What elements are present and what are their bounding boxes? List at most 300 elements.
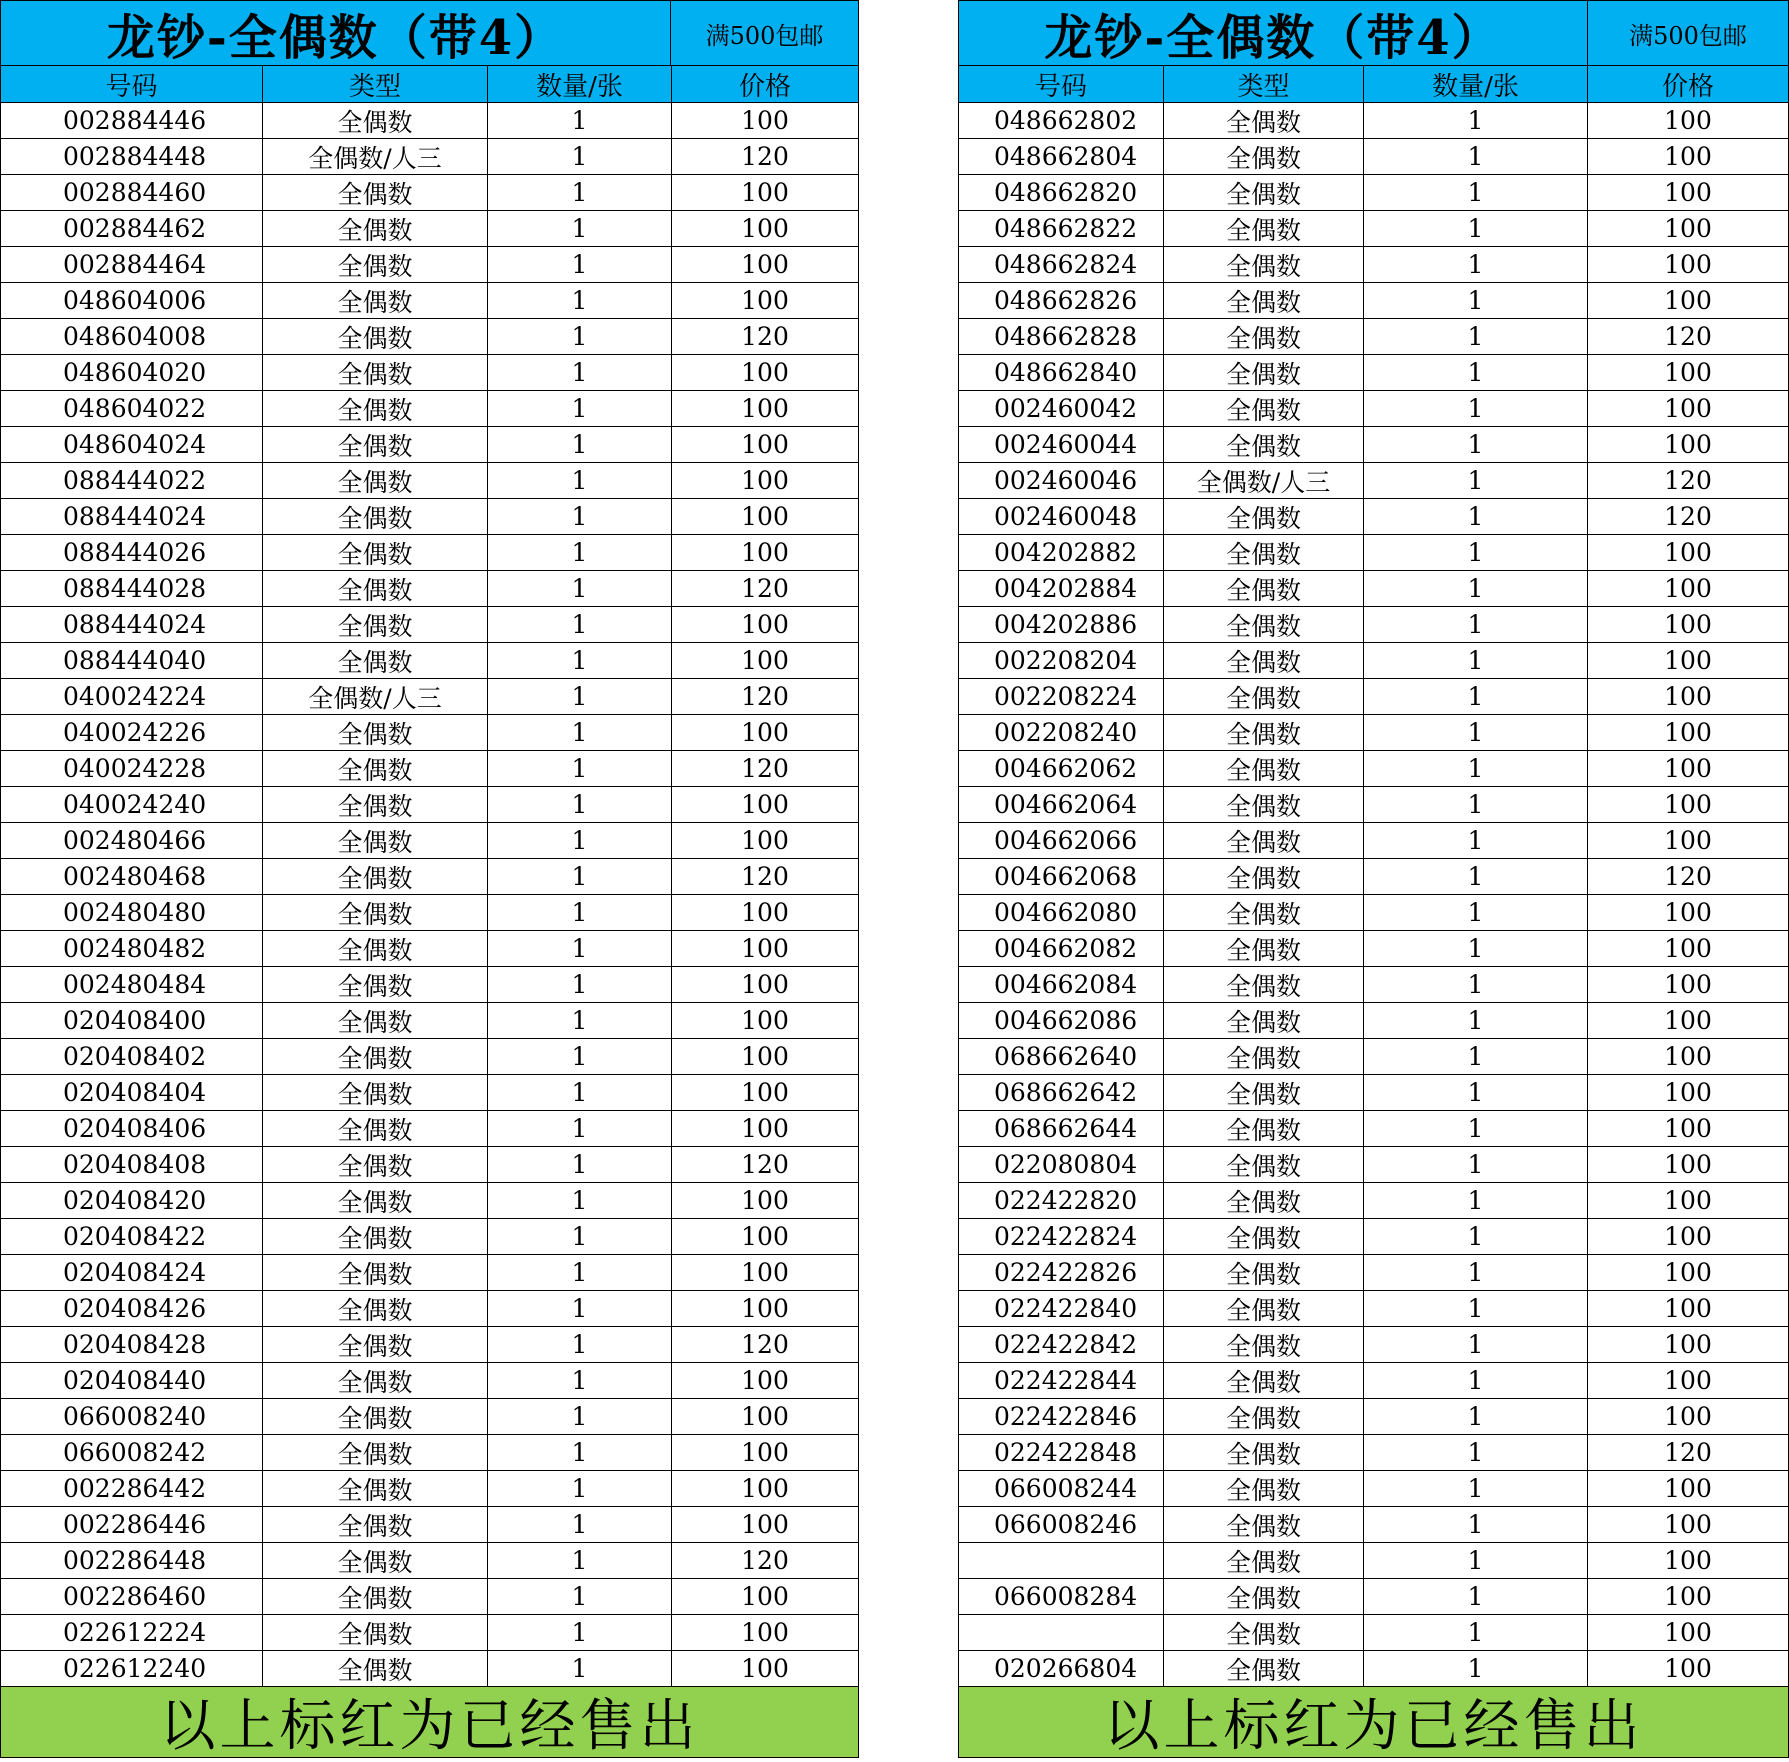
table-row: [959, 1615, 1788, 1651]
cell-type: 全偶数: [263, 643, 488, 678]
cell-number: 002286460: [1, 1579, 263, 1614]
cell-type: 全偶数: [263, 1183, 488, 1218]
cell-type: 全偶数: [263, 1219, 488, 1254]
table-row: [1, 535, 858, 571]
table-row: [959, 499, 1788, 535]
cell-quantity: 1: [1364, 283, 1588, 318]
table-row: [959, 1219, 1788, 1255]
cell-quantity: 1: [488, 1543, 672, 1578]
cell-type: 全偶数: [1164, 823, 1364, 858]
cell-number: 022422844: [959, 1363, 1164, 1398]
cell-price: 100: [1664, 898, 1712, 927]
cell-type: 全偶数: [1164, 211, 1364, 246]
cell-price: 100: [741, 106, 789, 135]
cell-type: 全偶数: [263, 967, 488, 1002]
cell-number: 066008240: [1, 1399, 263, 1434]
cell-number: 002480466: [1, 823, 263, 858]
cell-number: 066008242: [1, 1435, 263, 1470]
sheet-title: 龙钞-全偶数（带4）: [1, 1, 671, 65]
cell-number: 022422824: [959, 1219, 1164, 1254]
cell-price: 100: [741, 1006, 789, 1035]
cell-number: 020408406: [1, 1111, 263, 1146]
cell-quantity: 1: [488, 1291, 672, 1326]
table-row: [1, 967, 858, 1003]
table-row: [1, 1579, 858, 1615]
cell-number: 048604024: [1, 427, 263, 462]
cell-price: 100: [1664, 430, 1712, 459]
cell-type: 全偶数/人三: [1164, 463, 1364, 498]
cell-number: 022080804: [959, 1147, 1164, 1182]
cell-quantity: 1: [1364, 1147, 1588, 1182]
cell-price: 100: [1664, 1078, 1712, 1107]
table-row: [1, 1435, 858, 1471]
table-row: [1, 1075, 858, 1111]
cell-quantity: 1: [1364, 679, 1588, 714]
cell-number: 020408404: [1, 1075, 263, 1110]
cell-number: 002460042: [959, 391, 1164, 426]
cell-quantity: 1: [488, 283, 672, 318]
cell-price: 100: [741, 898, 789, 927]
cell-type: 全偶数: [263, 1147, 488, 1182]
header-number: 号码: [959, 66, 1164, 102]
cell-type: 全偶数: [1164, 247, 1364, 282]
table-row: [959, 751, 1788, 787]
cell-quantity: 1: [1364, 1039, 1588, 1074]
cell-price: 100: [741, 1078, 789, 1107]
cell-price: 100: [1664, 1654, 1712, 1683]
table-row: [959, 895, 1788, 931]
cell-number: 088444024: [1, 607, 263, 642]
cell-quantity: 1: [488, 319, 672, 354]
cell-price: 100: [741, 1042, 789, 1071]
cell-quantity: 1: [1364, 1363, 1588, 1398]
cell-type: 全偶数: [263, 1615, 488, 1650]
cell-price: 120: [1664, 322, 1712, 351]
cell-price: 100: [741, 826, 789, 855]
cell-type: 全偶数: [1164, 1543, 1364, 1578]
cell-price: 100: [741, 1366, 789, 1395]
table-row: [959, 283, 1788, 319]
table-row: [959, 1039, 1788, 1075]
cell-type: 全偶数: [1164, 499, 1364, 534]
cell-price: 100: [1664, 754, 1712, 783]
cell-price: 100: [741, 286, 789, 315]
cell-quantity: 1: [488, 823, 672, 858]
cell-quantity: 1: [1364, 427, 1588, 462]
cell-quantity: 1: [488, 859, 672, 894]
cell-number: 002286448: [1, 1543, 263, 1578]
cell-quantity: 1: [488, 175, 672, 210]
cell-quantity: 1: [488, 1255, 672, 1290]
cell-number: 004662062: [959, 751, 1164, 786]
cell-type: 全偶数: [1164, 859, 1364, 894]
cell-price: 120: [741, 1150, 789, 1179]
cell-type: 全偶数: [263, 1039, 488, 1074]
cell-number: 002208224: [959, 679, 1164, 714]
table-row: [959, 427, 1788, 463]
cell-number: 004662080: [959, 895, 1164, 930]
table-row: [959, 931, 1788, 967]
table-row: [959, 607, 1788, 643]
cell-quantity: 1: [1364, 391, 1588, 426]
cell-number: 048662820: [959, 175, 1164, 210]
cell-quantity: 1: [488, 1111, 672, 1146]
cell-type: 全偶数: [263, 1399, 488, 1434]
cell-price: 100: [741, 1474, 789, 1503]
cell-number: 048662802: [959, 103, 1164, 138]
cell-price: 100: [741, 790, 789, 819]
cell-price: 100: [741, 358, 789, 387]
cell-type: 全偶数/人三: [263, 139, 488, 174]
cell-type: 全偶数: [1164, 1147, 1364, 1182]
cell-quantity: 1: [488, 463, 672, 498]
cell-price: 100: [1664, 538, 1712, 567]
cell-number: 004202884: [959, 571, 1164, 606]
cell-type: 全偶数: [1164, 787, 1364, 822]
cell-price: 100: [1664, 826, 1712, 855]
cell-type: 全偶数: [263, 1327, 488, 1362]
table-row: [959, 1075, 1788, 1111]
cell-quantity: 1: [1364, 355, 1588, 390]
cell-number: 088444026: [1, 535, 263, 570]
cell-number: 002884464: [1, 247, 263, 282]
cell-price: 100: [741, 502, 789, 531]
table-row: [1, 499, 858, 535]
cell-type: 全偶数: [1164, 1039, 1364, 1074]
cell-number: 022422840: [959, 1291, 1164, 1326]
cell-price: 120: [1664, 1438, 1712, 1467]
cell-number: 002884460: [1, 175, 263, 210]
cell-type: 全偶数: [1164, 103, 1364, 138]
header-type: 类型: [263, 66, 488, 102]
table-row: [1, 1003, 858, 1039]
cell-price: 120: [1664, 502, 1712, 531]
table-row: [959, 1363, 1788, 1399]
cell-quantity: 1: [488, 967, 672, 1002]
table-row: [1, 427, 858, 463]
cell-type: 全偶数: [1164, 643, 1364, 678]
cell-number: 002480484: [1, 967, 263, 1002]
cell-quantity: 1: [1364, 139, 1588, 174]
cell-quantity: 1: [488, 895, 672, 930]
cell-number: 088444022: [1, 463, 263, 498]
table-row: [959, 319, 1788, 355]
cell-price: 120: [1664, 862, 1712, 891]
table-row: [959, 1579, 1788, 1615]
cell-price: 100: [741, 1222, 789, 1251]
cell-type: 全偶数: [1164, 283, 1364, 318]
cell-type: 全偶数: [263, 823, 488, 858]
free-shipping-note: 满500包邮: [705, 21, 824, 50]
cell-price: 100: [1664, 106, 1712, 135]
table-row: [1, 823, 858, 859]
cell-quantity: 1: [1364, 1255, 1588, 1290]
cell-type: 全偶数: [1164, 427, 1364, 462]
cell-quantity: 1: [488, 1579, 672, 1614]
cell-price: 120: [1664, 466, 1712, 495]
cell-quantity: 1: [1364, 1075, 1588, 1110]
cell-number: 022422826: [959, 1255, 1164, 1290]
header-price: 价格: [1661, 71, 1714, 102]
cell-price: 100: [741, 1294, 789, 1323]
cell-quantity: 1: [1364, 175, 1588, 210]
cell-number: 040024228: [1, 751, 263, 786]
cell-price: 100: [741, 1654, 789, 1683]
cell-quantity: 1: [488, 571, 672, 606]
cell-quantity: 1: [1364, 751, 1588, 786]
cell-quantity: 1: [488, 211, 672, 246]
cell-type: 全偶数/人三: [263, 679, 488, 714]
cell-number: 022612224: [1, 1615, 263, 1650]
cell-type: 全偶数: [1164, 1471, 1364, 1506]
cell-price: 100: [741, 1582, 789, 1611]
cell-quantity: 1: [1364, 1471, 1588, 1506]
cell-price: 100: [741, 646, 789, 675]
table-row: [1, 1219, 858, 1255]
cell-price: 100: [1664, 1150, 1712, 1179]
cell-price: 100: [1664, 646, 1712, 675]
table-row: [1, 1111, 858, 1147]
table-row: [959, 679, 1788, 715]
table-row: [1, 751, 858, 787]
cell-quantity: 1: [1364, 1111, 1588, 1146]
cell-type: 全偶数: [263, 1291, 488, 1326]
cell-price: 100: [1664, 610, 1712, 639]
cell-number: 004202886: [959, 607, 1164, 642]
cell-type: 全偶数: [263, 391, 488, 426]
table-row: [959, 1183, 1788, 1219]
cell-price: 100: [1664, 1222, 1712, 1251]
cell-type: 全偶数: [263, 319, 488, 354]
table-row: [959, 175, 1788, 211]
cell-number: 022422848: [959, 1435, 1164, 1470]
cell-price: 100: [1664, 1114, 1712, 1143]
cell-number: 048604022: [1, 391, 263, 426]
cell-price: 120: [741, 574, 789, 603]
table-row: [1, 787, 858, 823]
cell-quantity: 1: [1364, 1183, 1588, 1218]
cell-number: 020408420: [1, 1183, 263, 1218]
cell-quantity: 1: [488, 1471, 672, 1506]
cell-type: 全偶数: [1164, 1003, 1364, 1038]
cell-type: 全偶数: [1164, 1255, 1364, 1290]
cell-price: 100: [1664, 1474, 1712, 1503]
cell-price: 100: [741, 1618, 789, 1647]
table-row: [959, 1471, 1788, 1507]
cell-price: 100: [1664, 574, 1712, 603]
cell-type: 全偶数: [263, 355, 488, 390]
table-row: [1, 103, 858, 139]
cell-quantity: 1: [488, 391, 672, 426]
table-row: [959, 1111, 1788, 1147]
cell-number: 022422846: [959, 1399, 1164, 1434]
cell-number: 066008284: [959, 1579, 1164, 1614]
cell-quantity: 1: [1364, 247, 1588, 282]
table-row: [1, 1507, 858, 1543]
cell-type: 全偶数: [1164, 1111, 1364, 1146]
cell-price: 100: [1664, 682, 1712, 711]
sold-note-footer: 以上标红为已经售出: [0, 1687, 859, 1758]
table-row: [959, 355, 1788, 391]
cell-price: 120: [741, 142, 789, 171]
cell-price: 100: [1664, 1510, 1712, 1539]
cell-price: 100: [1664, 394, 1712, 423]
price-list-right: [958, 0, 1789, 1758]
cell-number: 068662642: [959, 1075, 1164, 1110]
cell-price: 120: [741, 862, 789, 891]
cell-number: 020408424: [1, 1255, 263, 1290]
cell-quantity: 1: [488, 715, 672, 750]
cell-type: 全偶数: [263, 103, 488, 138]
cell-price: 100: [1664, 1258, 1712, 1287]
table-row: [1, 679, 858, 715]
cell-type: 全偶数: [1164, 1291, 1364, 1326]
cell-number: 020408402: [1, 1039, 263, 1074]
cell-price: 100: [741, 214, 789, 243]
cell-number: 002460044: [959, 427, 1164, 462]
cell-number: 022422842: [959, 1327, 1164, 1362]
cell-number: 002884462: [1, 211, 263, 246]
cell-quantity: 1: [1364, 895, 1588, 930]
cell-price: 100: [1664, 1006, 1712, 1035]
cell-quantity: 1: [1364, 535, 1588, 570]
table-row: [1, 1399, 858, 1435]
cell-price: 100: [741, 610, 789, 639]
cell-price: 100: [1664, 718, 1712, 747]
cell-number: 048662804: [959, 139, 1164, 174]
cell-type: 全偶数: [1164, 1651, 1364, 1686]
cell-type: 全偶数: [1164, 1615, 1364, 1650]
cell-quantity: 1: [488, 787, 672, 822]
cell-quantity: 1: [488, 1039, 672, 1074]
table-row: [959, 1003, 1788, 1039]
cell-quantity: 1: [488, 1435, 672, 1470]
table-row: [1, 859, 858, 895]
cell-number: 002884446: [1, 103, 263, 138]
cell-number: 002460046: [959, 463, 1164, 498]
cell-type: 全偶数: [263, 247, 488, 282]
header-quantity: 数量/张: [488, 66, 672, 102]
table-row: [1, 319, 858, 355]
free-shipping-note: 满500包邮: [1629, 21, 1747, 50]
cell-type: 全偶数: [1164, 751, 1364, 786]
cell-number: [959, 1543, 1164, 1578]
table-row: [1, 1039, 858, 1075]
table-row: [1, 571, 858, 607]
cell-price: 100: [1664, 1366, 1712, 1395]
cell-number: 048662826: [959, 283, 1164, 318]
cell-price: 100: [741, 970, 789, 999]
cell-number: 004202882: [959, 535, 1164, 570]
table-row: [959, 715, 1788, 751]
cell-quantity: 1: [488, 1507, 672, 1542]
cell-type: 全偶数: [263, 1579, 488, 1614]
header-number: 号码: [1, 66, 263, 102]
table-row: [1, 1291, 858, 1327]
cell-type: 全偶数: [263, 211, 488, 246]
cell-number: 020408408: [1, 1147, 263, 1182]
cell-quantity: 1: [488, 643, 672, 678]
table-row: [959, 1435, 1788, 1471]
cell-type: 全偶数: [263, 535, 488, 570]
table-row: [1, 715, 858, 751]
cell-quantity: 1: [1364, 859, 1588, 894]
cell-number: 048662828: [959, 319, 1164, 354]
cell-quantity: 1: [488, 679, 672, 714]
cell-quantity: 1: [488, 607, 672, 642]
cell-price: 100: [1664, 250, 1712, 279]
cell-price: 100: [1664, 1330, 1712, 1359]
table-row: [1, 607, 858, 643]
cell-quantity: 1: [488, 139, 672, 174]
cell-quantity: 1: [1364, 787, 1588, 822]
cell-type: 全偶数: [1164, 535, 1364, 570]
cell-number: 002460048: [959, 499, 1164, 534]
cell-price: 100: [741, 538, 789, 567]
title-row: [958, 0, 1789, 66]
cell-number: 004662064: [959, 787, 1164, 822]
cell-price: 100: [1664, 970, 1712, 999]
cell-number: 066008246: [959, 1507, 1164, 1542]
table-row: [959, 211, 1788, 247]
cell-number: 022612240: [1, 1651, 263, 1686]
cell-type: 全偶数: [263, 1651, 488, 1686]
cell-quantity: 1: [488, 1651, 672, 1686]
cell-type: 全偶数: [1164, 1435, 1364, 1470]
header-quantity: 数量/张: [1364, 66, 1588, 102]
table-row: [959, 463, 1788, 499]
table-row: [959, 1507, 1788, 1543]
cell-number: 004662068: [959, 859, 1164, 894]
cell-number: 048604008: [1, 319, 263, 354]
cell-number: 020408422: [1, 1219, 263, 1254]
table-row: [959, 571, 1788, 607]
cell-type: 全偶数: [263, 715, 488, 750]
cell-quantity: 1: [488, 103, 672, 138]
cell-price: 100: [1664, 358, 1712, 387]
cell-type: 全偶数: [263, 787, 488, 822]
cell-price: 100: [741, 466, 789, 495]
cell-number: 004662084: [959, 967, 1164, 1002]
cell-type: 全偶数: [1164, 139, 1364, 174]
cell-number: 004662086: [959, 1003, 1164, 1038]
cell-quantity: 1: [1364, 823, 1588, 858]
cell-price: 100: [741, 1258, 789, 1287]
cell-price: 100: [741, 394, 789, 423]
table-body: [0, 103, 859, 1687]
cell-number: 002286446: [1, 1507, 263, 1542]
cell-type: 全偶数: [1164, 679, 1364, 714]
cell-type: 全偶数: [1164, 1183, 1364, 1218]
cell-price: 100: [741, 1438, 789, 1467]
cell-number: 040024226: [1, 715, 263, 750]
cell-price: 100: [741, 1114, 789, 1143]
cell-price: 100: [1664, 1618, 1712, 1647]
table-row: [959, 139, 1788, 175]
cell-number: 002208240: [959, 715, 1164, 750]
cell-number: 088444028: [1, 571, 263, 606]
cell-type: 全偶数: [1164, 1075, 1364, 1110]
cell-quantity: 1: [488, 1363, 672, 1398]
cell-number: 048662822: [959, 211, 1164, 246]
cell-price: 100: [741, 1402, 789, 1431]
cell-quantity: 1: [1364, 1435, 1588, 1470]
cell-quantity: 1: [1364, 931, 1588, 966]
table-row: [959, 1543, 1788, 1579]
cell-type: 全偶数: [1164, 1327, 1364, 1362]
cell-number: 066008244: [959, 1471, 1164, 1506]
cell-number: 020408440: [1, 1363, 263, 1398]
